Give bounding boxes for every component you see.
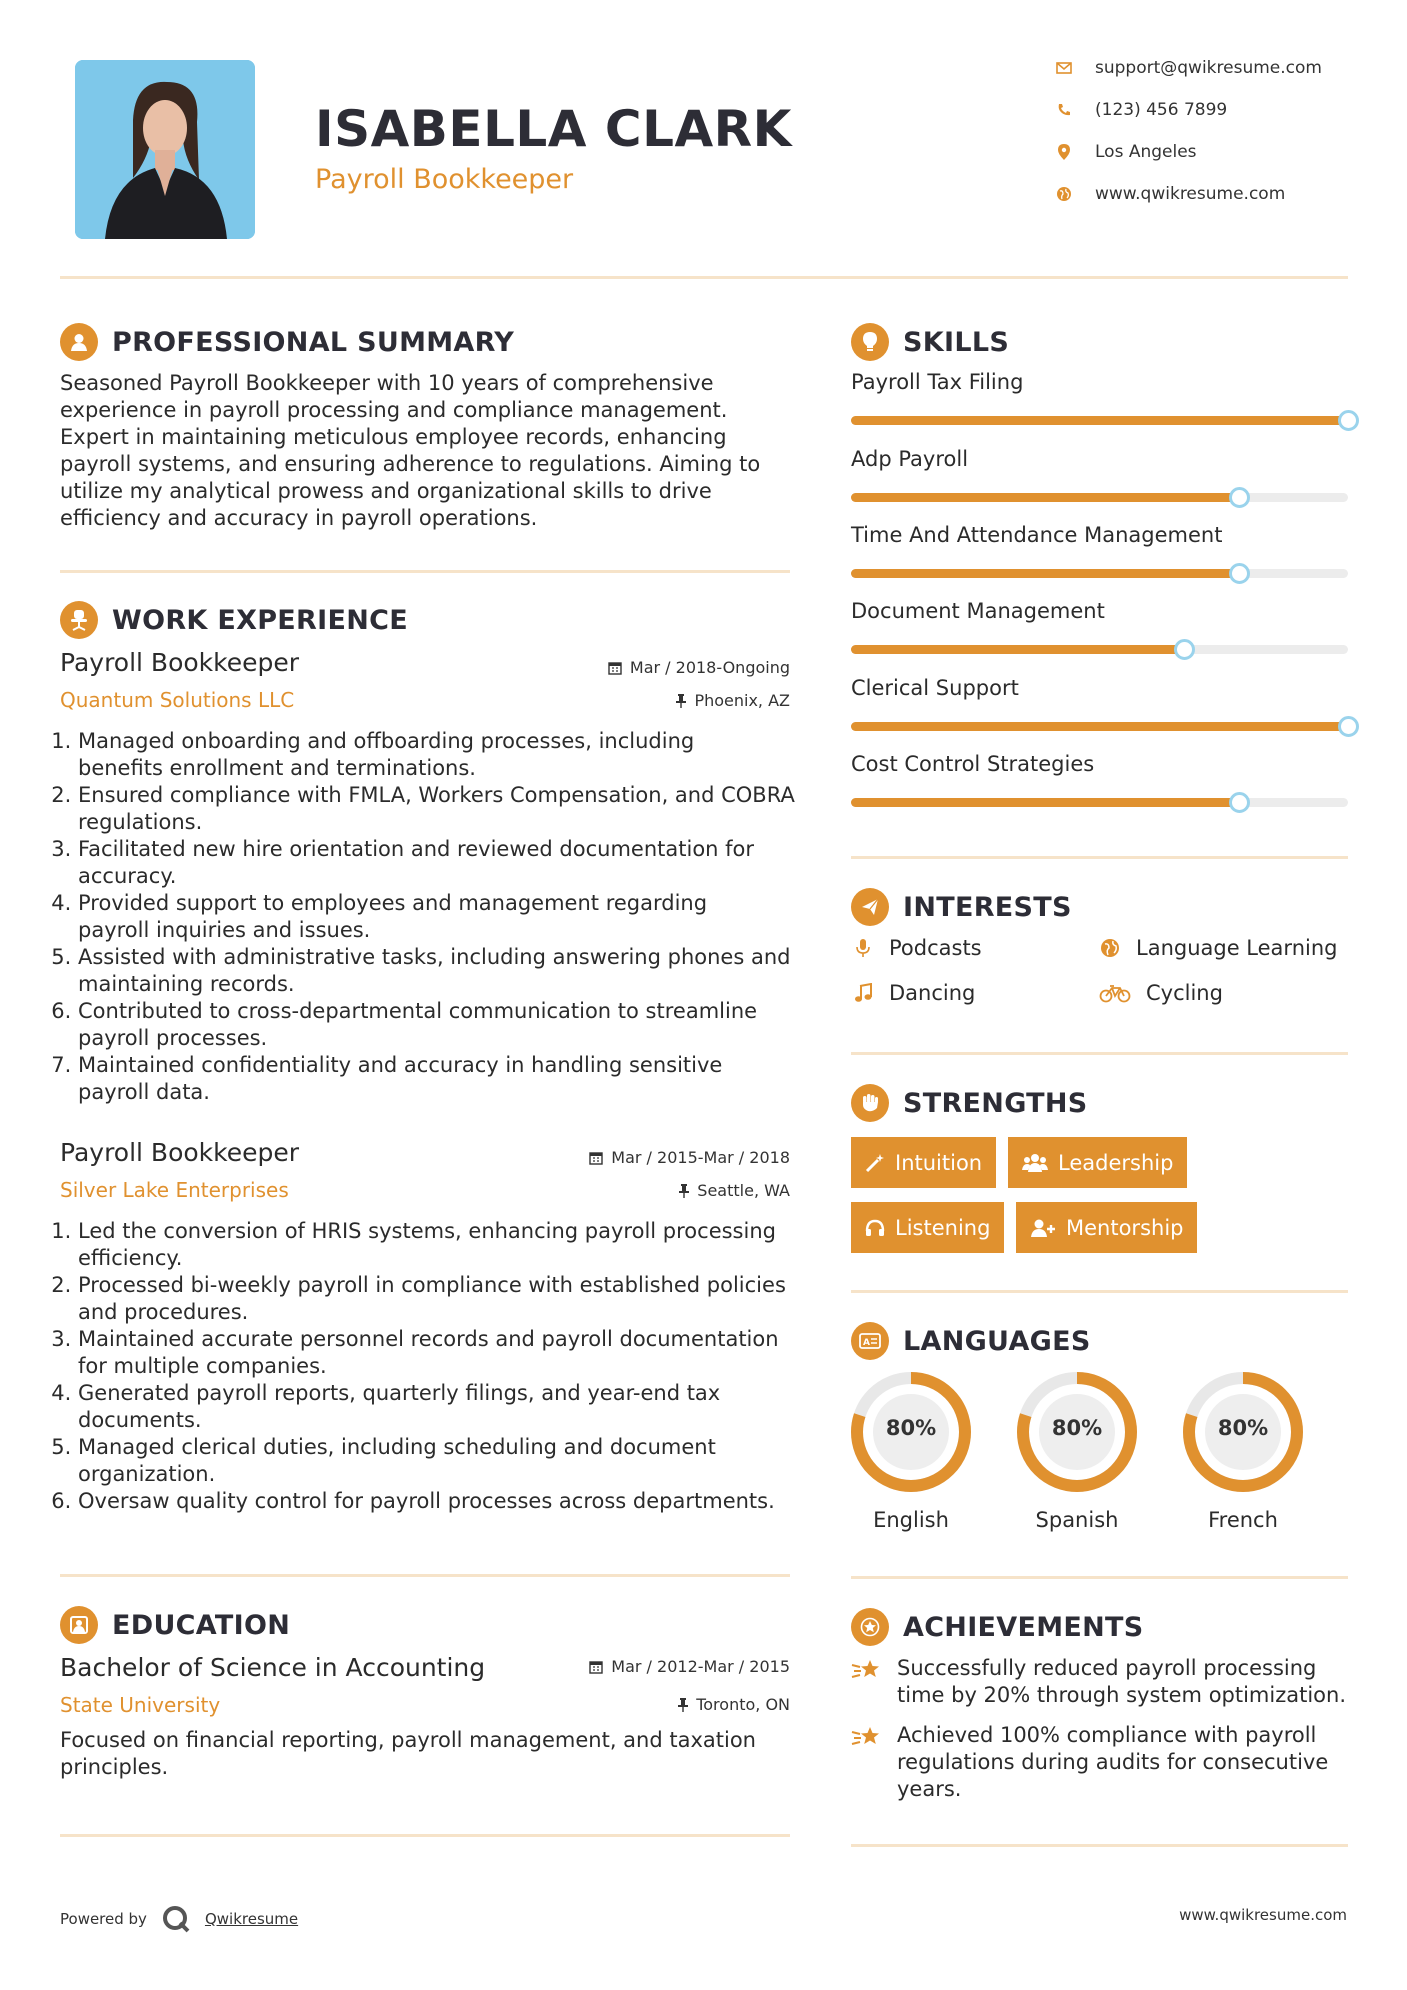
contact-location: Los Angeles xyxy=(1055,142,1197,162)
shooting-star-icon xyxy=(851,1722,885,1803)
candidate-name: ISABELLA CLARK xyxy=(315,100,792,158)
summary-text: Seasoned Payroll Bookkeeper with 10 years of comprehensive experience in payroll processing and compliance management. Expert in maintaining meticulous employee records, enhancing payroll systems, and ensuring adherence to regulations. Aiming to utilize my analytical prowess and organizational skills to drive efficiency and accuracy in payroll operations. xyxy=(60,371,761,530)
skill-bar xyxy=(851,645,1348,654)
globe-icon xyxy=(1055,185,1073,203)
contact-website: www.qwikresume.com xyxy=(1055,184,1285,204)
interest-item: Language Learning xyxy=(1098,936,1337,960)
duty-item: 2. Ensured compliance with FMLA, Workers Compensation, and COBRA regulations. xyxy=(78,782,800,836)
education-date: Mar / 2012-Mar / 2015 xyxy=(589,1657,790,1676)
skill-bar-fill xyxy=(851,798,1239,807)
office-chair-icon xyxy=(60,601,98,639)
envelope-icon xyxy=(1055,59,1073,77)
skill-bar xyxy=(851,416,1348,425)
interest-item: Podcasts xyxy=(851,936,982,960)
education-description: Focused on financial reporting, payroll management, and taxation principles. xyxy=(60,1728,756,1779)
skill-name: Payroll Tax Filing xyxy=(851,370,1024,394)
duty-item: 2. Processed bi-weekly payroll in compliance with established policies and procedures. xyxy=(78,1272,800,1326)
skill-bar-knob xyxy=(1229,792,1250,813)
achievements-heading: ACHIEVEMENTS xyxy=(851,1608,1144,1646)
job-1-duties xyxy=(60,728,800,1106)
language-percent: 80% xyxy=(1051,1416,1103,1440)
strength-tag: Leadership xyxy=(1008,1137,1187,1188)
job-2-duties xyxy=(60,1218,800,1515)
summary-heading: PROFESSIONAL SUMMARY xyxy=(60,323,514,361)
pushpin-icon xyxy=(678,1698,688,1712)
skill-name: Adp Payroll xyxy=(851,447,969,471)
language-name: English xyxy=(873,1508,949,1532)
language-item xyxy=(1015,1370,1139,1532)
job-2-date: Mar / 2015-Mar / 2018 xyxy=(589,1148,790,1167)
education-heading: EDUCATION xyxy=(60,1606,290,1644)
education-school: State University xyxy=(60,1693,221,1717)
magic-wand-icon xyxy=(865,1153,885,1173)
language-item xyxy=(849,1370,973,1532)
achievements-divider xyxy=(851,1844,1348,1847)
duty-item: 1. Led the conversion of HRIS systems, enhancing payroll processing efficiency. xyxy=(78,1218,800,1272)
users-icon xyxy=(1022,1153,1048,1173)
skills-divider xyxy=(851,856,1348,859)
skill-bar-fill xyxy=(851,722,1348,731)
music-note-icon xyxy=(851,983,875,1003)
contact-email: support@qwikresume.com xyxy=(1055,58,1322,78)
strength-tag: Mentorship xyxy=(1016,1202,1197,1253)
languages-divider xyxy=(851,1576,1348,1579)
skill-bar-knob xyxy=(1229,563,1250,584)
qwikresume-link[interactable]: Qwikresume xyxy=(204,1910,299,1928)
skill-bar-fill xyxy=(851,416,1348,425)
powered-by: Powered by Qwikresume xyxy=(60,1904,298,1934)
skills-heading: SKILLS xyxy=(851,323,1009,361)
skill-name: Clerical Support xyxy=(851,676,1019,700)
language-percent: 80% xyxy=(1217,1416,1269,1440)
phone-icon xyxy=(1055,101,1073,119)
lightbulb-icon xyxy=(851,323,889,361)
duty-item: 1. Managed onboarding and offboarding processes, including benefits enrollment and terminations. xyxy=(78,728,800,782)
duty-item: 6. Oversaw quality control for payroll processes across departments. xyxy=(78,1488,800,1515)
skill-bar-knob xyxy=(1174,639,1195,660)
skill-bar-fill xyxy=(851,645,1184,654)
calendar-icon xyxy=(608,661,622,675)
duty-item: 5. Assisted with administrative tasks, including answering phones and maintaining records. xyxy=(78,944,800,998)
user-plus-icon xyxy=(1030,1218,1056,1238)
job-1-location: Phoenix, AZ xyxy=(676,691,790,710)
strengths-heading: STRENGTHS xyxy=(851,1084,1088,1122)
interest-item: Cycling xyxy=(1098,981,1223,1005)
map-pin-icon xyxy=(1055,143,1073,161)
job-2-location: Seattle, WA xyxy=(679,1181,790,1200)
star-badge-icon xyxy=(851,1608,889,1646)
header-divider xyxy=(60,276,1348,279)
skill-name: Cost Control Strategies xyxy=(851,752,1095,776)
duty-item: 6. Contributed to cross-departmental communication to streamline payroll processes. xyxy=(78,998,800,1052)
achievement-item: Successfully reduced payroll processing time by 20% through system optimization. xyxy=(851,1655,1351,1709)
duty-item: 4. Generated payroll reports, quarterly filings, and year-end tax documents. xyxy=(78,1380,800,1434)
duty-item: 7. Maintained confidentiality and accuracy in handling sensitive payroll data. xyxy=(78,1052,800,1106)
interest-item: Dancing xyxy=(851,981,975,1005)
strengths-divider xyxy=(851,1290,1348,1293)
duty-item: 5. Managed clerical duties, including scheduling and document organization. xyxy=(78,1434,800,1488)
graduate-icon xyxy=(60,1606,98,1644)
strength-tag: Listening xyxy=(851,1202,1004,1253)
duty-item: 3. Maintained accurate personnel records and payroll documentation for multiple companies. xyxy=(78,1326,800,1380)
languages-heading: A LANGUAGES xyxy=(851,1322,1091,1360)
bicycle-icon xyxy=(1098,983,1132,1003)
work-heading: WORK EXPERIENCE xyxy=(60,601,408,639)
strength-tag: Intuition xyxy=(851,1137,996,1188)
skill-name: Time And Attendance Management xyxy=(851,523,1223,547)
calendar-icon xyxy=(589,1151,603,1165)
id-card-icon xyxy=(851,1322,889,1360)
paper-plane-icon xyxy=(851,888,889,926)
contact-phone: (123) 456 7899 xyxy=(1055,100,1227,120)
job-2-title: Payroll Bookkeeper xyxy=(60,1138,300,1167)
job-2-company: Silver Lake Enterprises xyxy=(60,1178,289,1202)
summary-divider xyxy=(60,570,790,573)
skill-bar-knob xyxy=(1338,410,1359,431)
skill-bar xyxy=(851,493,1348,502)
candidate-title: Payroll Bookkeeper xyxy=(315,164,574,195)
education-divider xyxy=(60,1834,790,1837)
achievement-item: Achieved 100% compliance with payroll regulations during audits for consecutive years. xyxy=(851,1722,1351,1803)
work-divider xyxy=(60,1574,790,1577)
skill-bar xyxy=(851,798,1348,807)
user-icon xyxy=(60,323,98,361)
svg-text:A: A xyxy=(863,1338,870,1348)
interests-heading: INTERESTS xyxy=(851,888,1072,926)
language-name: French xyxy=(1208,1508,1278,1532)
skill-bar-fill xyxy=(851,569,1239,578)
skill-bar-fill xyxy=(851,493,1239,502)
shooting-star-icon xyxy=(851,1655,885,1709)
globe-icon xyxy=(1098,938,1122,958)
job-1-title: Payroll Bookkeeper xyxy=(60,648,300,677)
language-percent: 80% xyxy=(885,1416,937,1440)
interests-divider xyxy=(851,1052,1348,1055)
fist-icon xyxy=(851,1084,889,1122)
job-1-date: Mar / 2018-Ongoing xyxy=(608,658,790,677)
education-degree: Bachelor of Science in Accounting xyxy=(60,1653,486,1682)
pushpin-icon xyxy=(676,694,686,708)
skill-name: Document Management xyxy=(851,599,1105,623)
skill-bar xyxy=(851,722,1348,731)
job-1-company: Quantum Solutions LLC xyxy=(60,688,295,712)
pushpin-icon xyxy=(679,1184,689,1198)
duty-item: 3. Facilitated new hire orientation and reviewed documentation for accuracy. xyxy=(78,836,800,890)
headphones-icon xyxy=(865,1218,885,1238)
calendar-icon xyxy=(589,1660,603,1674)
skill-bar-knob xyxy=(1229,487,1250,508)
profile-photo xyxy=(75,60,255,239)
language-item xyxy=(1181,1370,1305,1532)
duty-item: 4. Provided support to employees and management regarding payroll inquiries and issues. xyxy=(78,890,800,944)
microphone-icon xyxy=(851,938,875,958)
skill-bar-knob xyxy=(1338,716,1359,737)
footer-website[interactable]: www.qwikresume.com xyxy=(1179,1906,1347,1924)
language-name: Spanish xyxy=(1035,1508,1119,1532)
skill-bar xyxy=(851,569,1348,578)
qwikresume-logo-icon xyxy=(161,1904,191,1934)
education-location: Toronto, ON xyxy=(678,1695,790,1714)
